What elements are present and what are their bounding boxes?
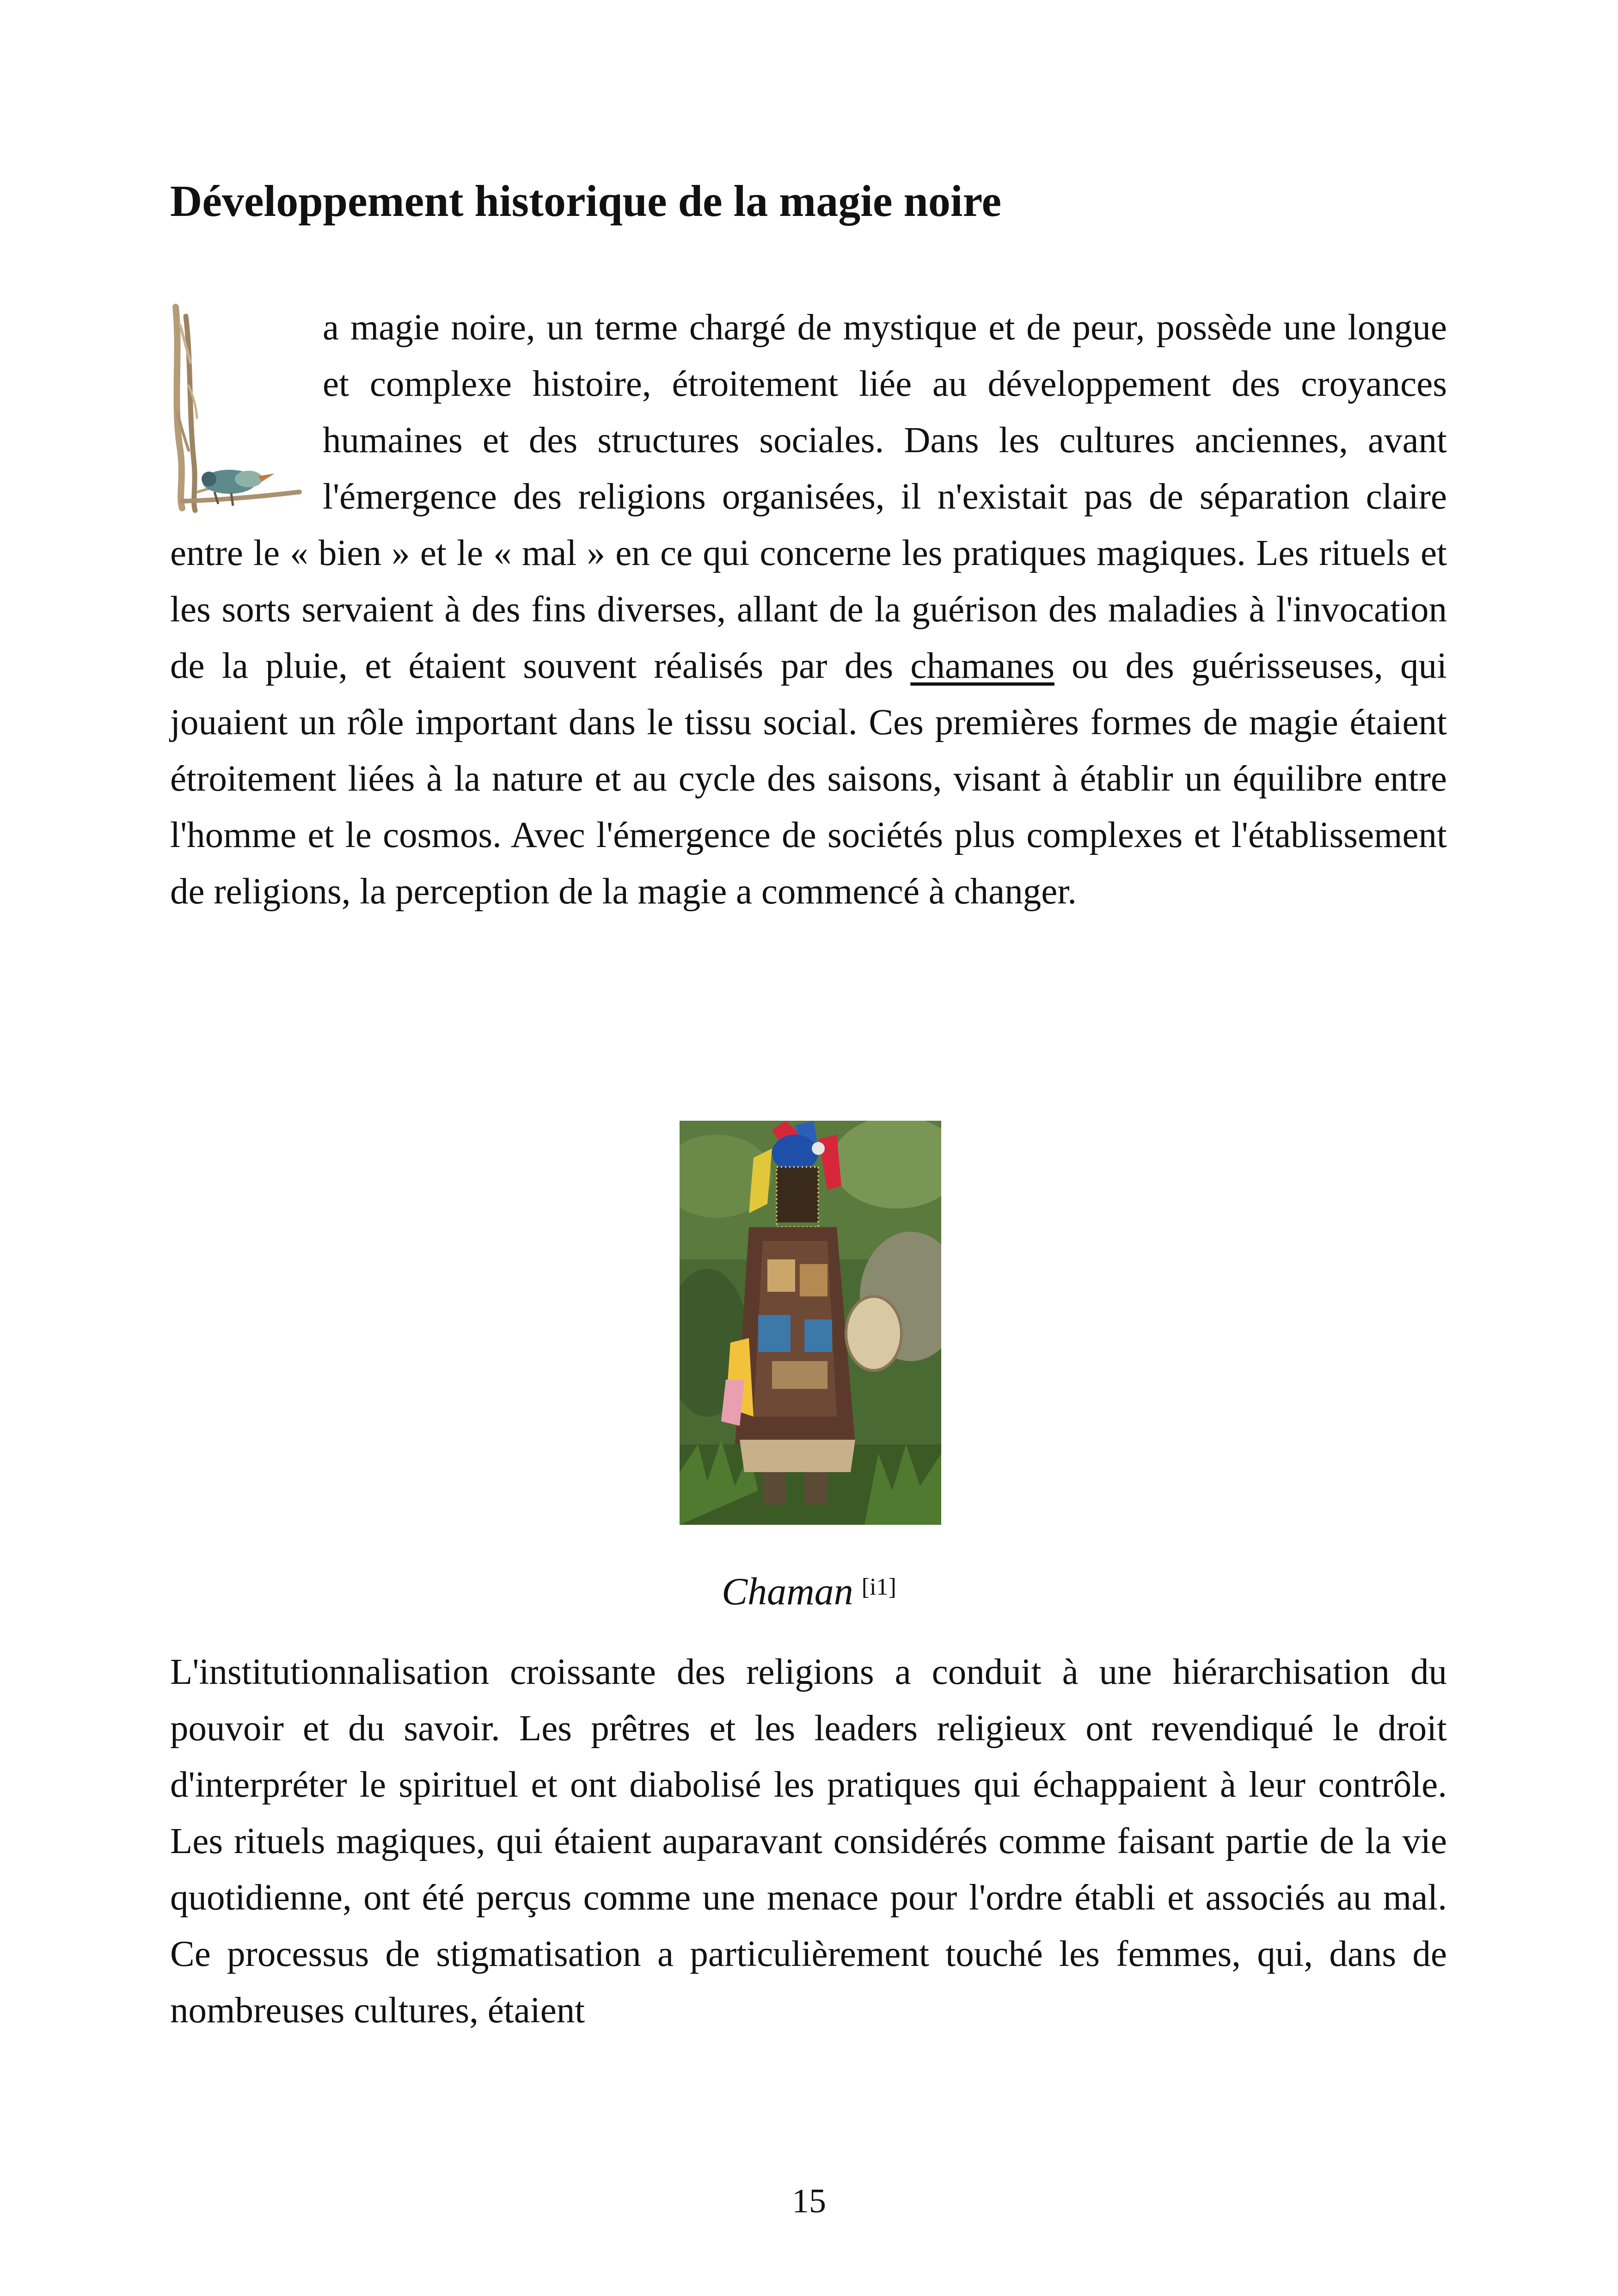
- chamanes-link[interactable]: chamanes: [910, 646, 1054, 686]
- shaman-photo: [680, 1121, 941, 1525]
- paragraph-intro: [170, 300, 1447, 920]
- dropcap-letter-l: [170, 300, 309, 518]
- figure-caption-text: Chaman: [722, 1570, 853, 1613]
- image-reference[interactable]: [i1]: [861, 1574, 896, 1600]
- paragraph-intro-text-start: a magie noire, un terme chargé de mystique et de peur, possède une longue et complexe histoire, étroitement liée au développement des croyances humaines et des structures sociales. Dans les cultures anciennes, avant l'émergence des religions organisées, il n'existait pas de séparation claire entre le « bien » et le « mal » en ce qui concerne les pratiques magiques. Les rituels et les sorts servaient à des fins diverses, allant de la guérison des maladies à l'invocation de la pluie, et étaient souvent réalisés par des: [170, 307, 1447, 686]
- figure-caption: [462, 1566, 1156, 1617]
- page-number: 15: [792, 2182, 826, 2220]
- paragraph-institutionalisation: L'institutionnalisation croissante des religions a conduit à une hiérarchisation du pouvoir et du savoir. Les prêtres et les leaders religieux ont revendiqué le droit d'interpréter le spirituel et ont diabolisé les pratiques qui échappaient à leur contrôle. Les rituels magiques, qui étaient auparavant considérés comme faisant partie de la vie quotidienne, ont été perçus comme une menace pour l'ordre établi et associés au mal. Ce processus de stigmatisation a particulièrement touché les femmes, qui, dans de nombreuses cultures, étaient: [170, 1652, 1447, 2031]
- driftwood-letter-l-illustration: [170, 298, 309, 520]
- paragraph-intro-text-end: ou des guérisseuses, qui jouaient un rôle important dans le tissu social. Ces premières formes de magie étaient étroitement liées à la nature et au cycle des saisons, visant à établir un équilibre entre l'homme et le cosmos. Avec l'émergence de sociétés plus complexes et l'établissement de religions, la perception de la magie a commencé à changer.: [170, 646, 1447, 912]
- page-title: Développement historique de la magie noire: [170, 176, 1002, 226]
